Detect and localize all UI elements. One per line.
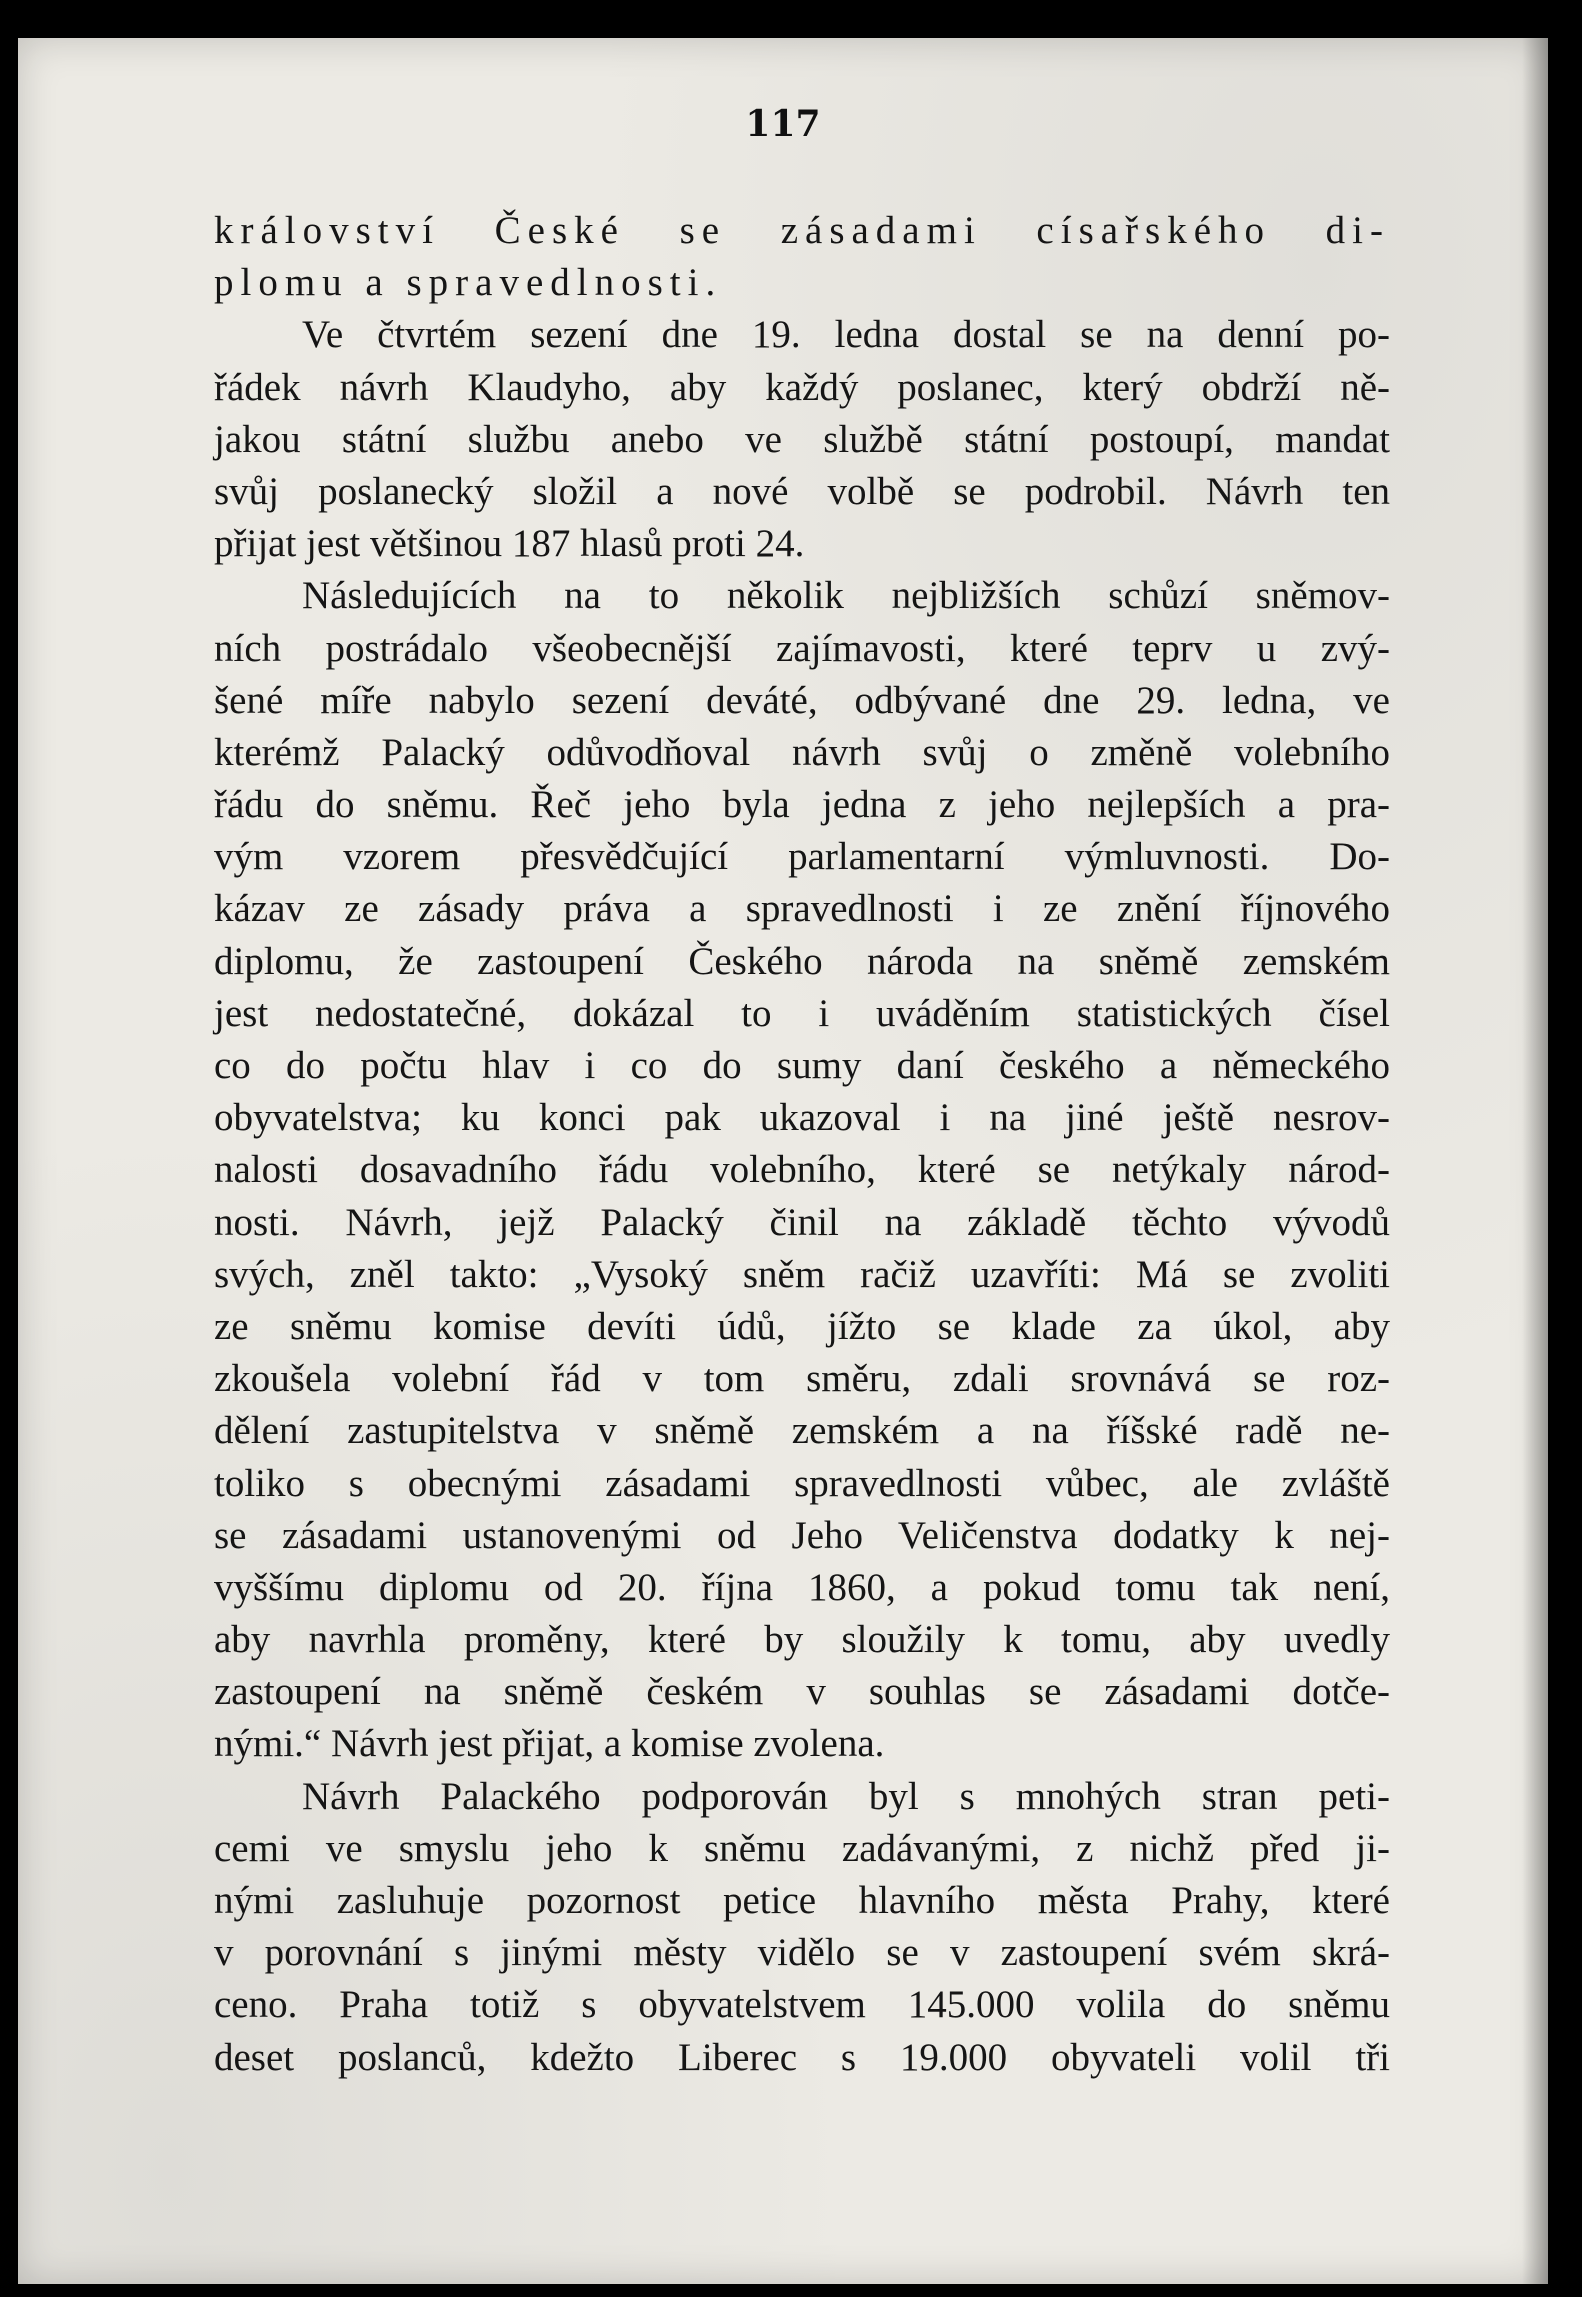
text-line: vyššímu diplomu od 20. října 1860, a pokud tomu tak není,: [214, 1565, 1390, 1609]
text-line: aby navrhla proměny, které by sloužily k tomu, aby uvedly: [214, 1618, 1390, 1662]
text-line: šené míře nabylo sezení deváté, odbývané dne 29. ledna, ve: [214, 678, 1390, 722]
text-line: kterémž Palacký odůvodňoval návrh svůj o změně volebního: [214, 730, 1390, 774]
text-line: království České se zásadami císařského di-: [214, 209, 1390, 252]
text-line: deset poslanců, kdežto Liberec s 19.000 obyvateli volil tři: [214, 2035, 1390, 2079]
text-line: jest nedostatečné, dokázal to i uváděním statistických čísel: [214, 991, 1390, 1035]
text-line: řádu do sněmu. Řeč jeho byla jedna z jeho nejlepších a pra-: [214, 783, 1390, 827]
text-line: co do počtu hlav i co do sumy daní českého a německého: [214, 1044, 1390, 1087]
text-line: cemi ve smyslu jeho k sněmu zadávanými, z nichž před ji-: [214, 1826, 1390, 1870]
text-line: se zásadami ustanovenými od Jeho Veličenstva dodatky k nej-: [214, 1513, 1390, 1557]
text-line: plomu a spravedlnosti.: [214, 261, 723, 305]
text-line: diplomu, že zastoupení Českého národa na sněmě zemském: [214, 939, 1390, 983]
body-text: [214, 205, 1390, 2084]
text-line: ceno. Praha totiž s obyvatelstvem 145.000 volila do sněmu: [214, 1983, 1390, 2027]
text-line: dělení zastupitelstva v sněmě zemském a na říšské radě ne-: [214, 1409, 1390, 1453]
text-line: ze sněmu komise devíti údů, jížto se klade za úkol, aby: [214, 1304, 1390, 1348]
text-line: obyvatelstva; ku konci pak ukazoval i na jiné ještě nesrov-: [214, 1096, 1390, 1140]
text-line: nalosti dosavadního řádu volebního, které se netýkaly národ-: [214, 1148, 1390, 1192]
text-line: nými.“ Návrh jest přijat, a komise zvolena.: [214, 1722, 885, 1766]
text-line: ních postrádalo všeobecnější zajímavosti, které teprv u zvý-: [214, 626, 1390, 670]
text-line: toliko s obecnými zásadami spravedlnosti vůbec, ale zvláště: [214, 1461, 1390, 1505]
text-line: svůj poslanecký složil a nové volbě se podrobil. Návrh ten: [214, 469, 1390, 513]
text-line: přijat jest většinou 187 hlasů proti 24.: [214, 522, 805, 566]
text-line: svých, zněl takto: „Vysoký sněm račiž uzavříti: Má se zvoliti: [214, 1252, 1390, 1296]
text-line: nými zasluhuje pozornost petice hlavního města Prahy, které: [214, 1879, 1390, 1922]
book-page: [18, 38, 1548, 2284]
page-edge-shadow: [1522, 38, 1548, 2284]
text-line: vým vzorem přesvědčující parlamentarní výmluvnosti. Do-: [214, 835, 1390, 879]
text-line: zkoušela volební řád v tom směru, zdali srovnává se roz-: [214, 1357, 1390, 1401]
text-line: nosti. Návrh, jejž Palacký činil na základě těchto vývodů: [214, 1200, 1390, 1244]
page-number: 117: [745, 103, 821, 145]
text-line: řádek návrh Klaudyho, aby každý poslanec, který obdrží ně-: [214, 365, 1390, 409]
text-line: v porovnání s jinými městy vidělo se v zastoupení svém skrá-: [214, 1931, 1390, 1975]
text-line: jakou státní službu anebo ve službě státní postoupí, mandat: [214, 417, 1390, 461]
text-line: zastoupení na sněmě českém v souhlas se zásadami dotče-: [214, 1670, 1390, 1714]
text-line: Návrh Palackého podporován byl s mnohých stran peti-: [302, 1774, 1390, 1818]
text-line: Následujících na to několik nejbližších schůzí sněmov-: [302, 574, 1390, 618]
text-line: Ve čtvrtém sezení dne 19. ledna dostal se na denní po-: [302, 313, 1390, 357]
text-line: kázav ze zásady práva a spravedlnosti i ze znění říjnového: [214, 887, 1390, 931]
